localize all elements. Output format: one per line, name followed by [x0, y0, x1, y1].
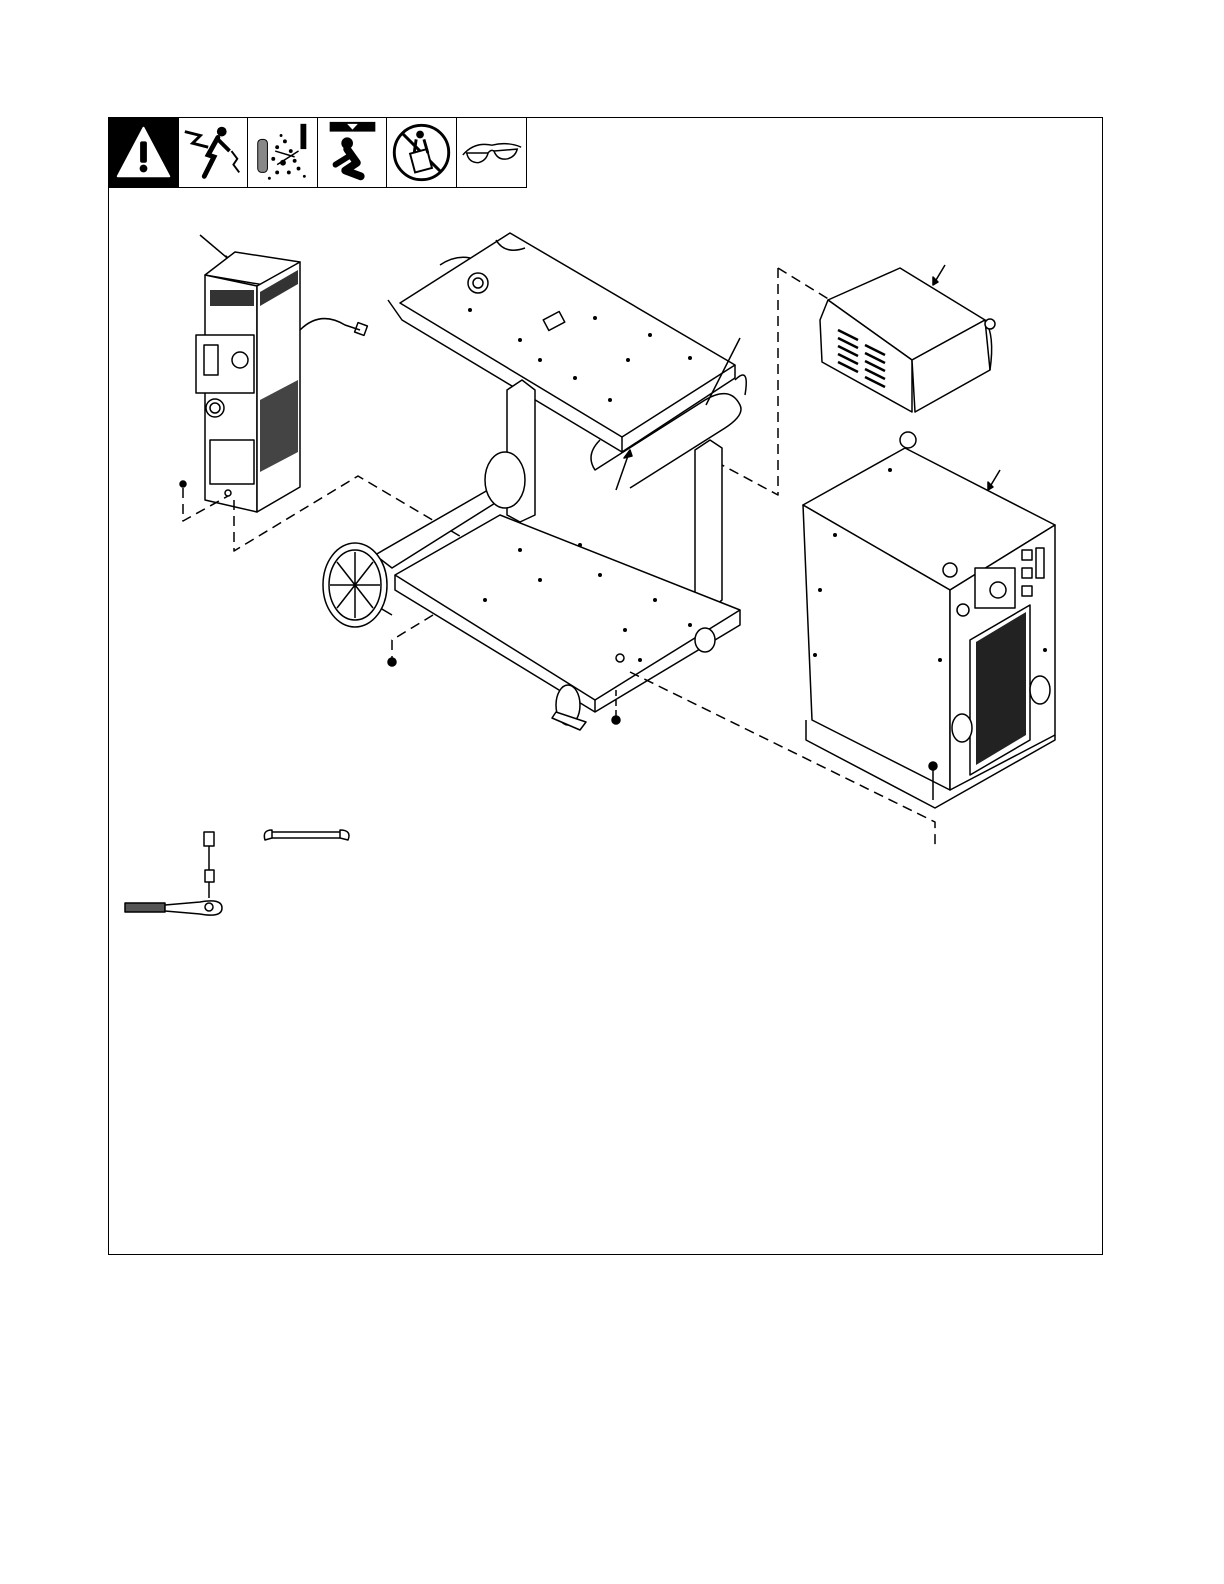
open-end-wrench-icon — [264, 830, 349, 840]
top-right-unit — [820, 265, 995, 412]
ratchet-socket-icon — [125, 832, 222, 915]
power-source — [803, 432, 1055, 808]
cart — [323, 233, 746, 730]
left-unit — [196, 235, 367, 512]
